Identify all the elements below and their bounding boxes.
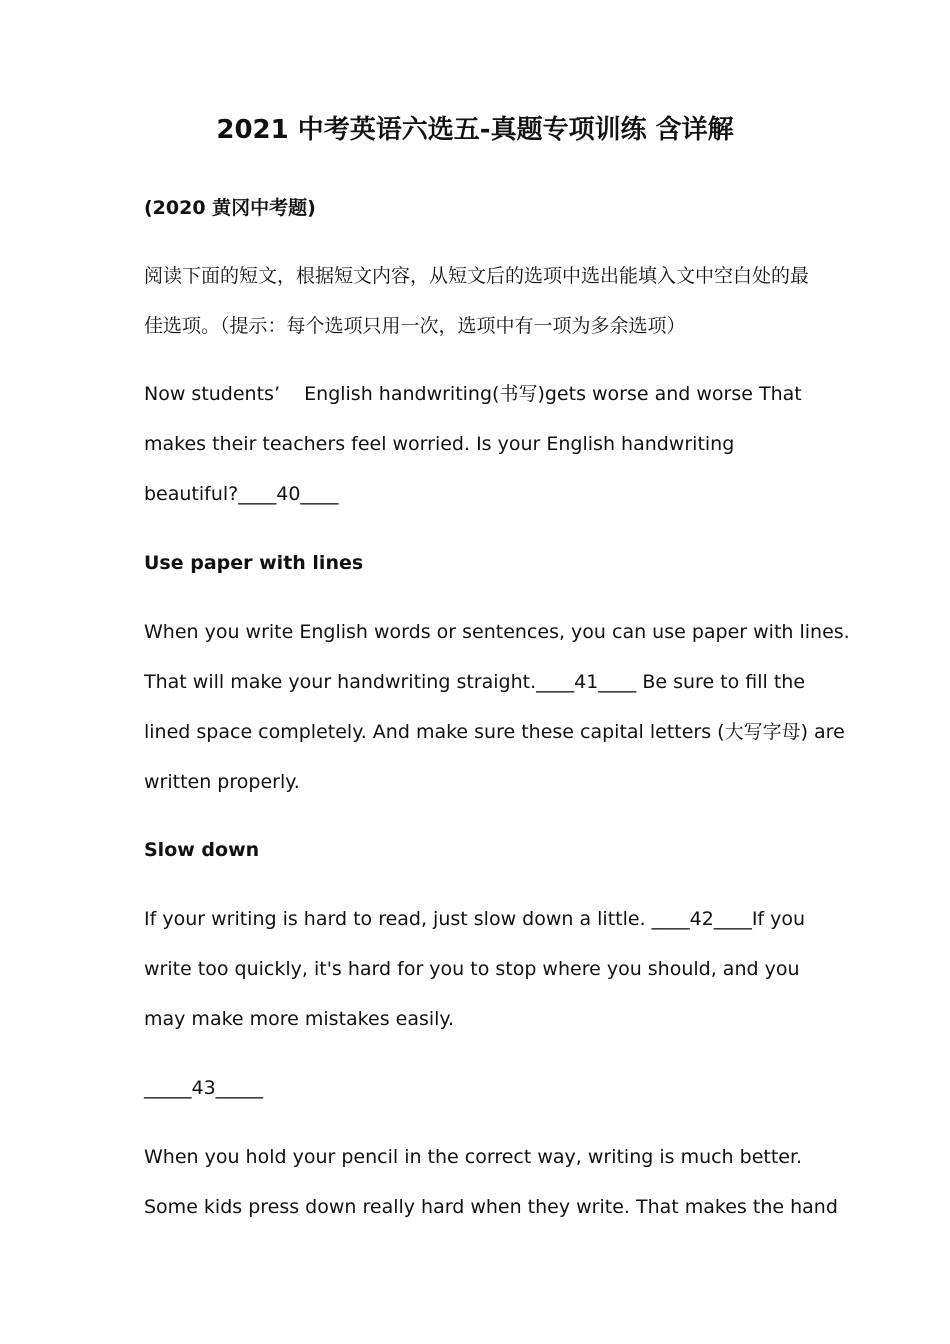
text-line: When you write English words or sentences, you can use paper with lines. — [144, 621, 850, 643]
text-line: Now students’ English handwriting(书写)gets worse and worse That — [144, 383, 802, 405]
text-line: beautiful?____40____ — [144, 483, 339, 505]
text-line: makes their teachers feel worried. Is your English handwriting — [144, 433, 735, 455]
text-line: written properly. — [144, 771, 300, 793]
slow-down-paragraph — [144, 894, 824, 1044]
text-line: 佳选项。（提示：每个选项只用一次，选项中有一项为多余选项） — [144, 315, 686, 337]
paper-paragraph — [144, 607, 850, 807]
intro-paragraph — [144, 369, 824, 519]
text-line: Some kids press down really hard when they write. That makes the hand — [144, 1196, 838, 1218]
text-line: If your writing is hard to read, just slow down a little. ____42____If you — [144, 908, 806, 930]
page-title: 2021 中考英语六选五-真题专项训练 含详解 — [216, 115, 734, 145]
blank-43: _____43_____ — [144, 1077, 264, 1099]
text-line: may make more mistakes easily. — [144, 1008, 454, 1030]
instructions-paragraph — [144, 251, 824, 351]
text-line: lined space completely. And make sure these capital letters (大写字母) are — [144, 721, 845, 743]
pencil-paragraph — [144, 1132, 838, 1232]
text-line: 阅读下面的短文，根据短文内容，从短文后的选项中选出能填入文中空白处的最 — [144, 265, 810, 287]
text-line: That will make your handwriting straight.____41____ Be sure to fill the — [144, 671, 806, 693]
section-heading-slow-down: Slow down — [144, 839, 260, 861]
text-line: When you hold your pencil in the correct way, writing is much better. — [144, 1146, 803, 1168]
section-heading-paper: Use paper with lines — [144, 552, 364, 574]
source-note: (2020 黄冈中考题) — [144, 197, 316, 219]
text-line: write too quickly, it's hard for you to stop where you should, and you — [144, 958, 800, 980]
